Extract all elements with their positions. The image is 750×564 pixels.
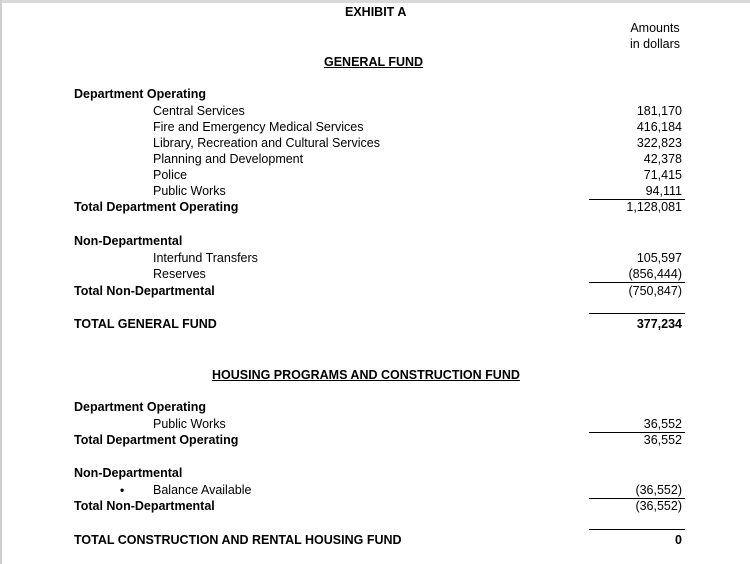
hf-non-dept-total-value: (36,552) bbox=[635, 499, 682, 513]
gf-item-value: 322,823 bbox=[636, 136, 682, 150]
amounts-header-line1: Amounts bbox=[630, 21, 680, 35]
subtotal-rule bbox=[589, 282, 685, 283]
exhibit-title: EXHIBIT A bbox=[345, 5, 407, 19]
hf-item-label: Public Works bbox=[153, 417, 226, 431]
gf-grand-total-value: 377,234 bbox=[636, 317, 682, 331]
gf-non-dept-item-label: Reserves bbox=[153, 267, 206, 281]
page-top-edge bbox=[0, 0, 750, 3]
gf-item-label: Planning and Development bbox=[153, 152, 304, 166]
hf-non-dept-total-label: Total Non-Departmental bbox=[74, 499, 215, 513]
hf-dept-operating-total-value: 36,552 bbox=[643, 433, 682, 447]
bullet-icon: • bbox=[120, 483, 125, 497]
total-rule bbox=[589, 313, 685, 314]
amounts-header-line2: in dollars bbox=[629, 37, 681, 51]
hf-grand-total-value: 0 bbox=[675, 533, 682, 547]
gf-dept-operating-heading: Department Operating bbox=[74, 87, 206, 101]
gf-non-dept-item-value: (856,444) bbox=[628, 267, 682, 281]
hf-non-dept-item-value: (36,552) bbox=[635, 483, 682, 497]
gf-item-value: 416,184 bbox=[636, 120, 682, 134]
gf-dept-operating-total-value: 1,128,081 bbox=[626, 200, 682, 214]
hf-item-value: 36,552 bbox=[643, 417, 682, 431]
total-rule bbox=[589, 529, 685, 530]
gf-non-dept-total-value: (750,847) bbox=[628, 284, 682, 298]
gf-non-dept-total-label: Total Non-Departmental bbox=[74, 284, 215, 298]
hf-grand-total-label: TOTAL CONSTRUCTION AND RENTAL HOUSING FUND bbox=[74, 533, 402, 547]
gf-item-label: Central Services bbox=[153, 104, 245, 118]
housing-fund-title: HOUSING PROGRAMS AND CONSTRUCTION FUND bbox=[212, 368, 520, 382]
gf-item-value: 181,170 bbox=[636, 104, 682, 118]
gf-item-label: Police bbox=[153, 168, 188, 182]
hf-dept-operating-heading: Department Operating bbox=[74, 400, 206, 414]
hf-dept-operating-total-label: Total Department Operating bbox=[74, 433, 239, 447]
gf-dept-operating-total-label: Total Department Operating bbox=[74, 200, 239, 214]
gf-item-label: Public Works bbox=[153, 184, 226, 198]
hf-non-dept-heading: Non-Departmental bbox=[74, 466, 183, 480]
hf-non-dept-item-label: Balance Available bbox=[153, 483, 252, 497]
gf-item-value: 94,111 bbox=[645, 184, 682, 198]
general-fund-title: GENERAL FUND bbox=[324, 55, 424, 69]
gf-non-dept-item-value: 105,597 bbox=[636, 251, 682, 265]
gf-grand-total-label: TOTAL GENERAL FUND bbox=[74, 317, 217, 331]
gf-item-value: 42,378 bbox=[643, 152, 682, 166]
gf-item-value: 71,415 bbox=[643, 168, 682, 182]
gf-non-dept-item-label: Interfund Transfers bbox=[153, 251, 258, 265]
page-left-edge bbox=[0, 0, 2, 564]
gf-item-label: Library, Recreation and Cultural Services bbox=[153, 136, 380, 150]
gf-non-dept-heading: Non-Departmental bbox=[74, 234, 183, 248]
gf-item-label: Fire and Emergency Medical Services bbox=[153, 120, 364, 134]
